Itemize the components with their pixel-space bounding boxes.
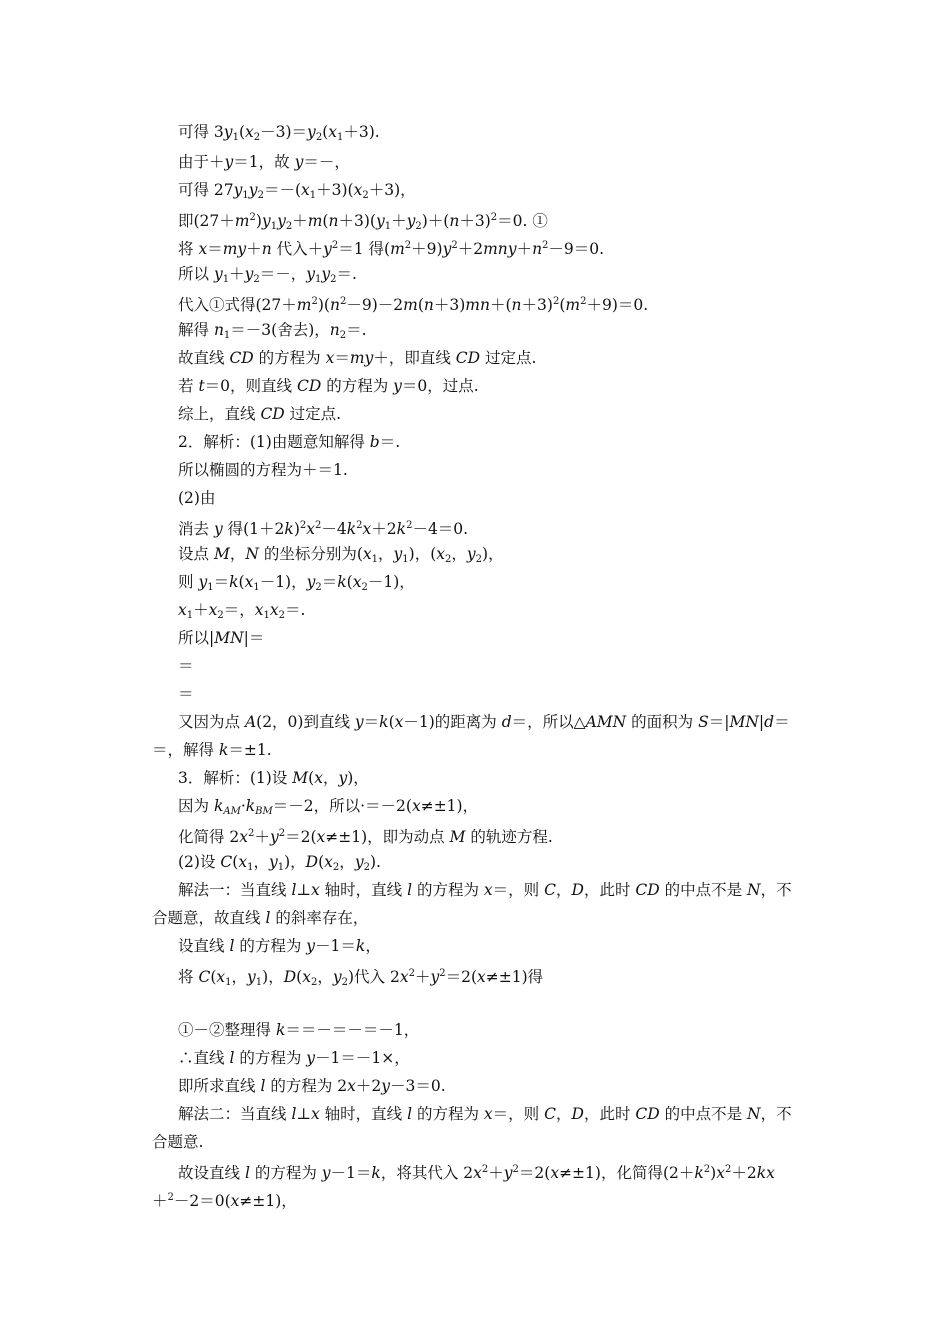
- text-line: x1＋x2＝，x1x2＝.: [178, 601, 306, 621]
- text-line: 综上，直线 CD 过定点.: [178, 405, 342, 423]
- text-line: 故设直线 l 的方程为 y－1＝k，将其代入 $2x^2+y^2=2(x\ne\pm 1)$，化简得$(2+k^2)x^2+2kx$: [178, 1164, 775, 1182]
- text-line: 将 C(x1，y1)，D(x2，y2)代入 $2x^2+y^2=2(x\ne\pm 1)$得: [178, 968, 544, 988]
- text-line: 所以 y1＋y2＝－，y1y2＝.: [178, 265, 357, 285]
- text-line: 合题意，故直线 l 的斜率存在，: [152, 909, 369, 927]
- text-line: 由于＋y＝1，故 y＝－，: [178, 153, 350, 171]
- text-line: 消去 y 得$(1+2k)^2x^2-4k^2x+2k^2-4=0$.: [178, 520, 469, 538]
- text-line: 设点 M，N 的坐标分别为(x1，y1)，(x2，y2)，: [178, 545, 504, 565]
- text-line: 2．解析：(1)由题意知解得 b＝.: [178, 433, 401, 451]
- text-line: ①－②整理得 k＝＝－＝－＝－1，: [178, 1021, 420, 1039]
- text-line: 若 t＝0，则直线 CD 的方程为 y＝0，过点.: [178, 377, 479, 395]
- text-line: 3．解析：(1)设 M(x，y)，: [178, 769, 369, 787]
- text-line: 代入①式得$(27+m^2)(n^2-9)-2m(n+3)mn+(n+3)^2(m^2+9)=0$.: [178, 296, 649, 314]
- text-line: 化简得 $2x^2+y^2=2(x\ne\pm 1)$，即为动点 M 的轨迹方程.: [178, 828, 553, 846]
- text-line: 所以|MN|＝: [178, 629, 265, 647]
- text-line: 将 x＝my＋n 代入$+y^2=1$ 得$(m^2+9)y^2+2mny+n^2-9=0$.: [178, 240, 605, 258]
- text-line: (2)设 C(x1，y1)，D(x2，y2).: [178, 853, 381, 873]
- text-line: ＝: [178, 657, 194, 675]
- text-line: ＋$^2$－2＝0(x≠±1)，: [152, 1192, 297, 1210]
- text-line: 合题意.: [152, 1133, 204, 1151]
- text-line: 解法二：当直线 l⊥x 轴时，直线 l 的方程为 x＝，则 C，D，此时 CD 的中点不是 N，不: [178, 1105, 792, 1123]
- text-line: 即$(27+m^2)y1y2+m(n+3)(y1+y2)+(n+3)^2=0$. ①: [178, 212, 548, 232]
- text-line: 可得 27y1y2＝－(x1＋3)(x2＋3)，: [178, 181, 416, 201]
- text-line: 即所求直线 l 的方程为 2x＋2y－3＝0.: [178, 1077, 446, 1095]
- text-line: 解法一：当直线 l⊥x 轴时，直线 l 的方程为 x＝，则 C，D，此时 CD 的中点不是 N，不: [178, 881, 792, 899]
- text-line: ∴直线 l 的方程为 y－1＝－1×，: [178, 1049, 410, 1067]
- text-line: 因为 kAM·kBM＝－2，所以·＝－2(x≠±1)，: [178, 797, 479, 817]
- text-line: 故直线 CD 的方程为 x＝my＋，即直线 CD 过定点.: [178, 349, 537, 367]
- text-line: 解得 n1＝－3(舍去)，n2＝.: [178, 321, 367, 341]
- text-line: 设直线 l 的方程为 y－1＝k，: [178, 937, 381, 955]
- text-line: 又因为点 A(2，0)到直线 y＝k(x－1)的距离为 d＝，所以△AMN 的面积为 S＝|MN|d＝: [178, 713, 790, 731]
- text-line: 可得 3y1(x2－3)＝y2(x1＋3).: [178, 123, 380, 143]
- text-line: 所以椭圆的方程为＋＝1.: [178, 461, 348, 479]
- text-line: 则 y1＝k(x1－1)，y2＝k(x2－1)，: [178, 573, 415, 593]
- text-line: (2)由: [178, 489, 216, 507]
- text-line: ＝，解得 k＝±1.: [152, 741, 272, 759]
- text-line: ＝: [178, 685, 194, 703]
